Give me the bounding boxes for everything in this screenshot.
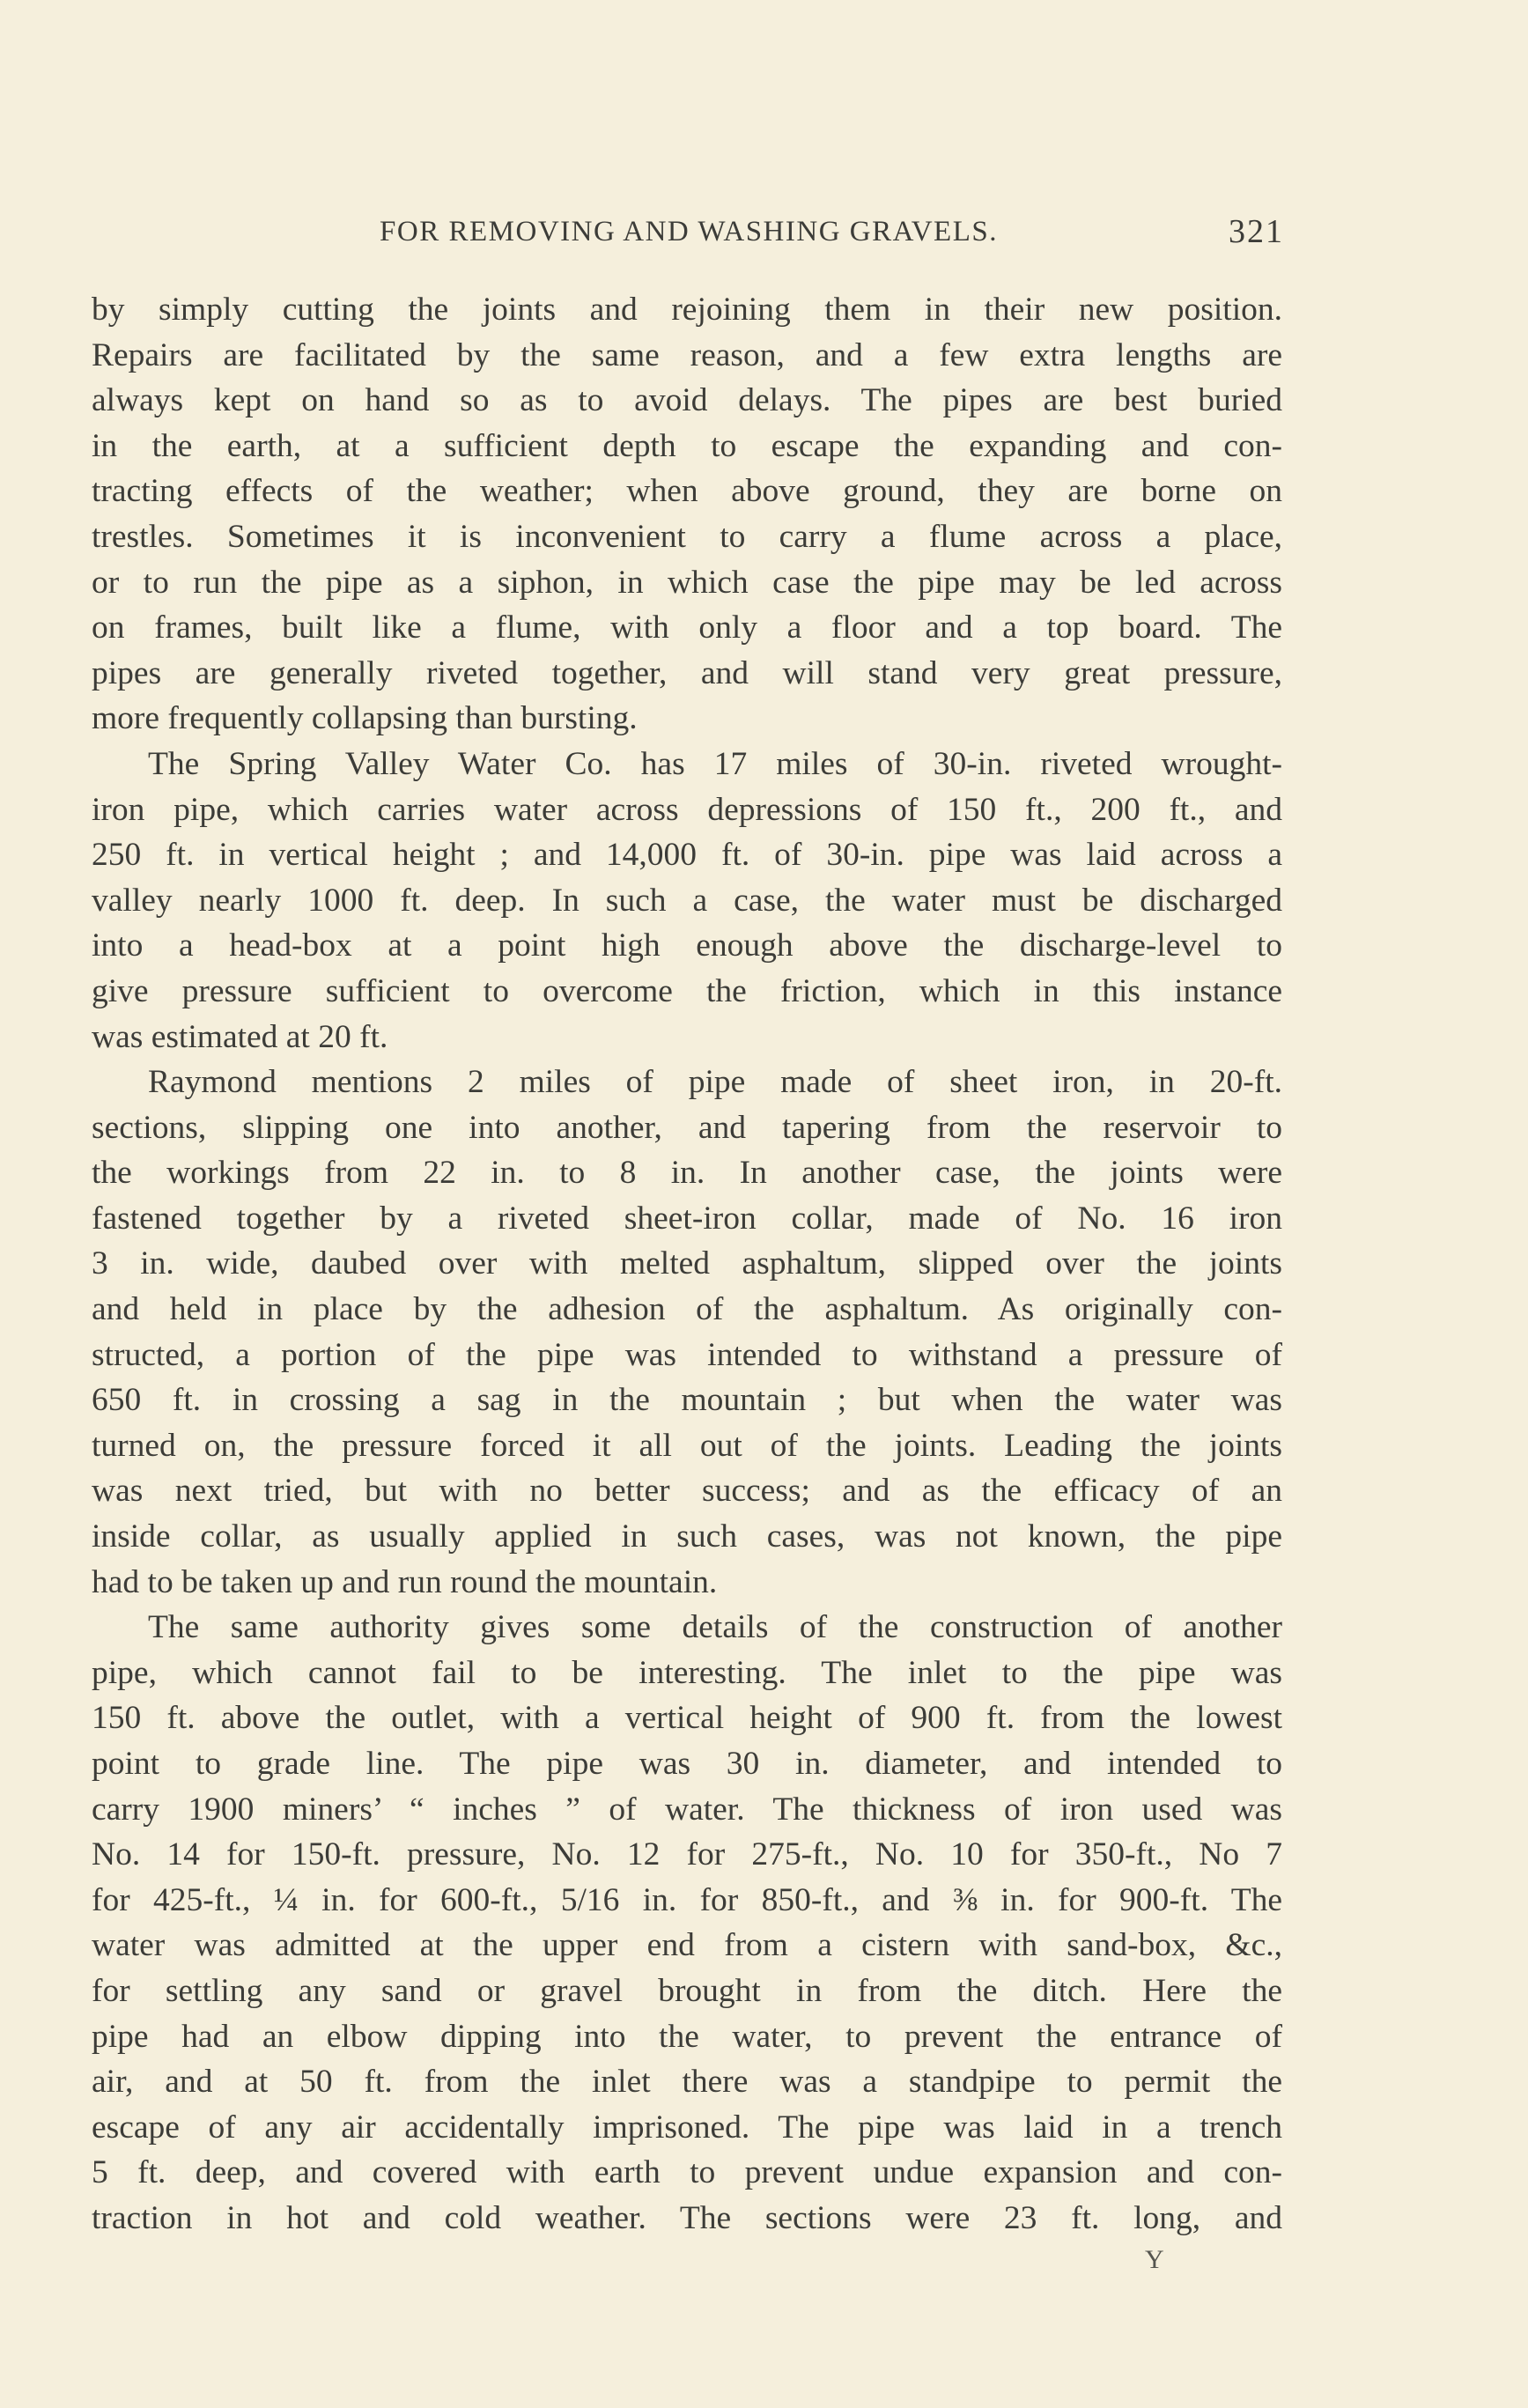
text-line: more frequently collapsing than bursting. <box>92 700 638 737</box>
text-line: air, and at 50 ft. from the inlet there was a standpipe to permit the <box>92 2064 1282 2101</box>
paragraph-4 <box>92 1605 1282 2241</box>
text-line: into a head-box at a point high enough above the discharge-level to <box>92 927 1282 964</box>
running-title: FOR REMOVING AND WASHING GRAVELS. <box>380 216 998 247</box>
text-line: 650 ft. in crossing a sag in the mountain ; but when the water was <box>92 1382 1282 1419</box>
page-number: 321 <box>1229 213 1284 250</box>
text-line: turned on, the pressure forced it all out of the joints. Leading the joints <box>92 1427 1282 1464</box>
text-line: pipes are generally riveted together, and will stand very great pressure, <box>92 654 1282 691</box>
text-line: by simply cutting the joints and rejoining them in their new position. <box>92 292 1282 328</box>
text-line: trestles. Sometimes it is inconvenient to carry a flume across a place, <box>92 518 1282 555</box>
text-line: point to grade line. The pipe was 30 in. diameter, and intended to <box>92 1746 1282 1782</box>
signature-mark: Y <box>1145 2245 1164 2274</box>
text-line: inside collar, as usually applied in such cases, was not known, the pipe <box>92 1518 1282 1555</box>
text-line: pipe, which cannot fail to be interesting. The inlet to the pipe was <box>92 1654 1282 1691</box>
text-line: escape of any air accidentally imprisoned. The pipe was laid in a trench <box>92 2109 1282 2146</box>
text-line: sections, slipping one into another, and tapering from the reservoir to <box>92 1109 1282 1146</box>
text-line: Repairs are facilitated by the same reason, and a few extra lengths are <box>92 336 1282 373</box>
text-line: in the earth, at a sufficient depth to escape the expanding and con- <box>92 427 1282 464</box>
text-line: carry 1900 miners’ “ inches ” of water. The thickness of iron used was <box>92 1791 1282 1828</box>
text-line: pipe had an elbow dipping into the water, to prevent the entrance of <box>92 2018 1282 2055</box>
text-line: for settling any sand or gravel brought in from the ditch. Here the <box>92 1972 1282 2009</box>
text-line: iron pipe, which carries water across depressions of 150 ft., 200 ft., and <box>92 791 1282 828</box>
text-line: 3 in. wide, daubed over with melted asphaltum, slipped over the joints <box>92 1245 1282 1282</box>
text-line: 150 ft. above the outlet, with a vertical height of 900 ft. from the lowest <box>92 1700 1282 1737</box>
text-line: The same authority gives some details of the construction of another <box>148 1609 1282 1646</box>
body-text <box>92 287 1282 2242</box>
text-line: 250 ft. in vertical height ; and 14,000 ft. of 30-in. pipe was laid across a <box>92 837 1282 874</box>
paragraph-3 <box>92 1060 1282 1605</box>
text-line: give pressure sufficient to overcome the friction, which in this instance <box>92 972 1282 1009</box>
text-line: 5 ft. deep, and covered with earth to prevent undue expansion and con- <box>92 2154 1282 2191</box>
text-line: No. 14 for 150-ft. pressure, No. 12 for 275-ft., No. 10 for 350-ft., No 7 <box>92 1836 1282 1873</box>
text-line: fastened together by a riveted sheet-iron collar, made of No. 16 iron <box>92 1200 1282 1237</box>
text-line: valley nearly 1000 ft. deep. In such a case, the water must be discharged <box>92 882 1282 919</box>
text-line: was next tried, but with no better success; and as the efficacy of an <box>92 1473 1282 1510</box>
text-line: The Spring Valley Water Co. has 17 miles of 30-in. riveted wrought- <box>148 745 1282 782</box>
text-line: the workings from 22 in. to 8 in. In another case, the joints were <box>92 1155 1282 1192</box>
paragraph-1 <box>92 287 1282 742</box>
text-line: traction in hot and cold weather. The sections were 23 ft. long, and <box>92 2199 1282 2236</box>
text-line: always kept on hand so as to avoid delays. The pipes are best buried <box>92 382 1282 419</box>
text-line: tracting effects of the weather; when above ground, they are borne on <box>92 473 1282 510</box>
text-line: had to be taken up and run round the mountain. <box>92 1563 718 1600</box>
text-line: water was admitted at the upper end from a cistern with sand-box, &c., <box>92 1927 1282 1964</box>
text-line: and held in place by the adhesion of the asphaltum. As originally con- <box>92 1291 1282 1328</box>
running-head <box>93 210 1284 254</box>
paragraph-2 <box>92 742 1282 1060</box>
text-line: or to run the pipe as a siphon, in which case the pipe may be led across <box>92 564 1282 601</box>
text-line: was estimated at 20 ft. <box>92 1018 388 1055</box>
text-line: for 425-ft., ¼ in. for 600-ft., 5/16 in. for 850-ft., and ⅜ in. for 900-ft. The <box>92 1881 1282 1918</box>
text-line: structed, a portion of the pipe was intended to withstand a pressure of <box>92 1336 1282 1373</box>
text-line: Raymond mentions 2 miles of pipe made of sheet iron, in 20-ft. <box>148 1064 1282 1101</box>
text-line: on frames, built like a flume, with only a floor and a top board. The <box>92 609 1282 646</box>
